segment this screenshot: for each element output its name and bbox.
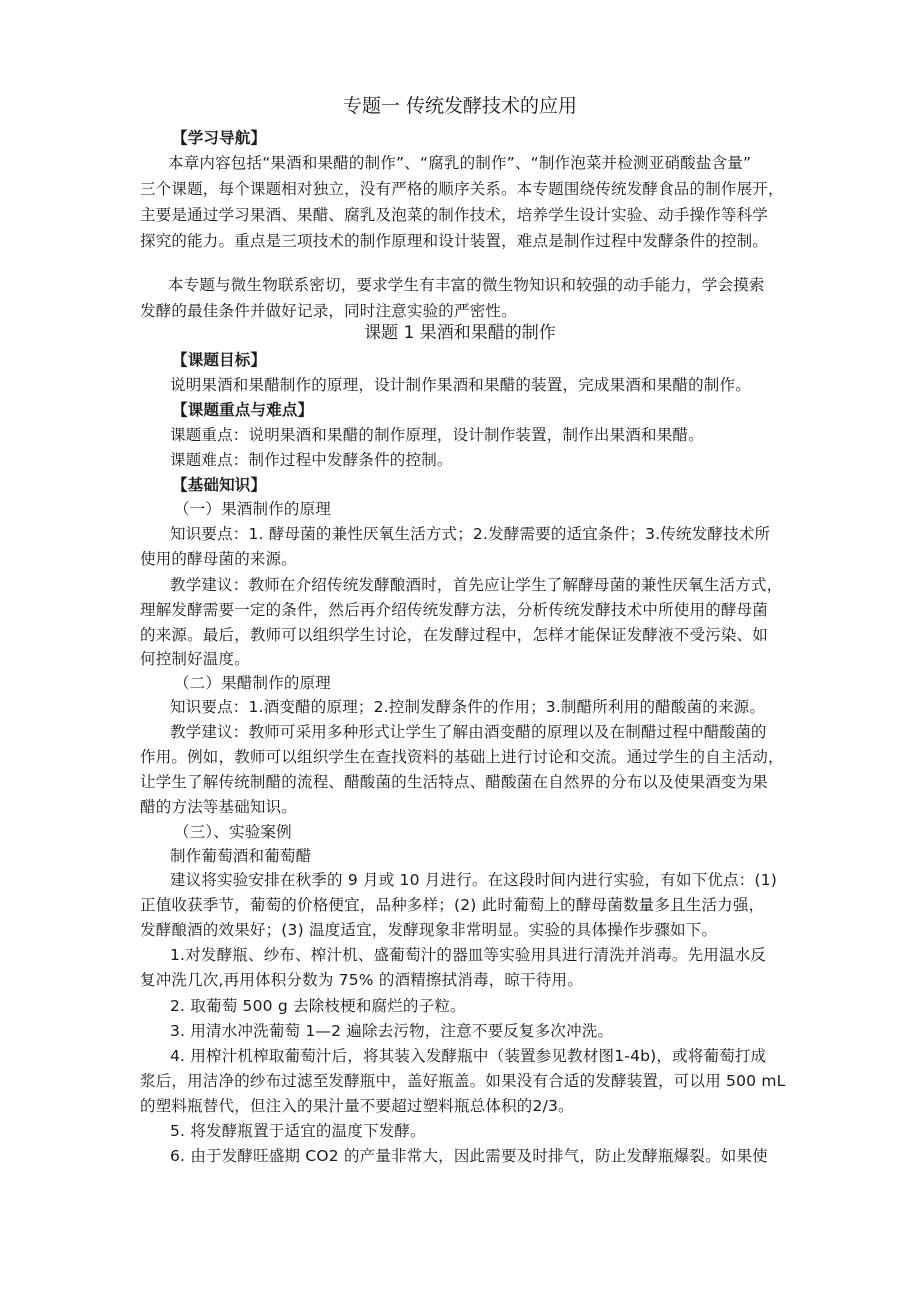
section2-advice-line: 让学生了解传统制醋的流程、醋酸菌的生活特点、醋酸菌在自然界的分布以及使果酒变为果 [140, 773, 769, 791]
case-title: 制作葡萄酒和葡萄醋 [170, 847, 312, 865]
step4-line: 4. 用榨汁机榨取葡萄汁后，将其装入发酵瓶中（装置参见教材图1-4b)，或将葡萄打成 [170, 1047, 767, 1065]
step5: 5. 将发酵瓶置于适宜的温度下发酵。 [170, 1122, 426, 1140]
case-intro-line: 正值收获季节，葡萄的价格便宜，品种多样；(2) 此时葡萄上的酵母菌数量多且生活力强， [140, 896, 765, 914]
section2-advice-line: 醋的方法等基础知识。 [140, 798, 298, 816]
section2-advice-line: 作用。例如，教师可以组织学生在查找资料的基础上进行讨论和交流。通过学生的自主活动， [140, 748, 784, 766]
section2-advice-line: 教学建议：教师可采用多种形式让学生了解由酒变醋的原理以及在制醋过程中醋酸菌的 [170, 723, 767, 741]
case-intro-line: 建议将实验安排在秋季的 9 月或 10 月进行。在这段时间内进行实验，有如下优点：(1) [170, 871, 778, 889]
basic-heading: 【基础知识】 [172, 476, 267, 494]
nav-paragraph2-line: 发酵的最佳条件并做好记录，同时注意实验的严密性。 [140, 302, 517, 320]
section1-advice-line: 教学建议：教师在介绍传统发酵酿酒时，首先应让学生了解酵母菌的兼性厌氧生活方式， [170, 576, 783, 594]
step1-line: 复冲洗几次,再用体积分数为 75% 的酒精擦拭消毒，晾干待用。 [140, 971, 583, 989]
section1-points-line: 使用的酵母菌的来源。 [140, 550, 298, 568]
section1-points-line: 知识要点：1. 酵母菌的兼性厌氧生活方式；2.发酵需要的适宜条件；3.传统发酵技术所 [170, 525, 771, 543]
step4-line: 浆后，用洁净的纱布过滤至发酵瓶中，盖好瓶盖。如果没有合适的发酵装置，可以用 500 mL [140, 1072, 786, 1090]
nav-paragraph-line: 主要是通过学习果酒、果醋、腐乳及泡菜的制作技术，培养学生设计实验、动手操作等科学 [140, 206, 769, 224]
section1-advice-line: 何控制好温度。 [140, 650, 250, 668]
step2: 2. 取葡萄 500 g 去除枝梗和腐烂的子粒。 [170, 997, 466, 1015]
step4-line: 的塑料瓶替代，但注入的果汁量不要超过塑料瓶总体积的2/3。 [140, 1097, 574, 1115]
nav-paragraph2-line: 本专题与微生物联系密切，要求学生有丰富的微生物知识和较强的动手能力，学会摸索 [168, 276, 765, 294]
key-point: 课题重点：说明果酒和果醋的制作原理，设计制作装置，制作出果酒和果醋。 [170, 426, 704, 444]
doc-title: 专题一 传统发酵技术的应用 [342, 95, 578, 117]
nav-paragraph-line: 探究的能力。重点是三项技术的制作原理和设计装置，难点是制作过程中发酵条件的控制。 [140, 232, 769, 250]
step3: 3. 用清水冲洗葡萄 1—2 遍除去污物，注意不要反复多次冲洗。 [170, 1022, 614, 1040]
key-heading: 【课题重点与难点】 [172, 401, 314, 419]
section1-advice-line: 的来源。最后，教师可以组织学生讨论，在发酵过程中，怎样才能保证发酵液不受污染、如 [140, 626, 769, 644]
section1-advice-line: 理解发酵需要一定的条件，然后再介绍传统发酵方法，分析传统发酵技术中所使用的酵母菌 [140, 601, 769, 619]
lesson-title: 课题 1 果酒和果醋的制作 [364, 323, 556, 343]
section2-points: 知识要点：1.酒变醋的原理；2.控制发酵条件的作用；3.制醋所利用的醋酸菌的来源。 [170, 698, 766, 716]
nav-paragraph-line: 三个课题，每个课题相对独立，没有严格的顺序关系。本专题围绕传统发酵食品的制作展开， [140, 180, 784, 198]
case-intro-line: 发酵酿酒的效果好；(3) 温度适宜，发酵现象非常明显。实验的具体操作步骤如下。 [140, 921, 718, 939]
section2-heading: （二）果醋制作的原理 [174, 674, 332, 692]
section1-heading: （一）果酒制作的原理 [174, 500, 332, 518]
goal-heading: 【课题目标】 [172, 351, 267, 369]
nav-paragraph-line: 本章内容包括“果酒和果醋的制作”、“腐乳的制作”、“制作泡菜并检测亚硝酸盐含量” [168, 154, 752, 172]
section3-heading: （三）、实验案例 [174, 823, 292, 841]
nav-heading: 【学习导航】 [172, 129, 267, 147]
step1-line: 1.对发酵瓶、纱布、榨汁机、盛葡萄汁的器皿等实验用具进行清洗并消毒。先用温水反 [170, 946, 767, 964]
difficulty: 课题难点：制作过程中发酵条件的控制。 [170, 451, 453, 469]
goal-text: 说明果酒和果醋制作的原理，设计制作果酒和果醋的装置，完成果酒和果醋的制作。 [170, 376, 751, 394]
step6: 6. 由于发酵旺盛期 CO2 的产量非常大，因此需要及时排气，防止发酵瓶爆裂。如果使 [170, 1147, 768, 1165]
